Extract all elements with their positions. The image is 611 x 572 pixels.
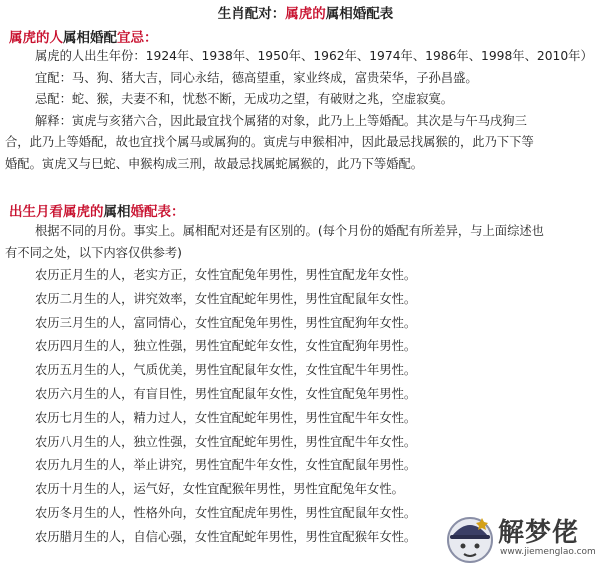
month-item: 农历六月生的人，有盲目性，男性宜配鼠年女性，女性宜配兔年男性。	[35, 386, 417, 401]
month-item: 农历四月生的人，独立性强，男性宜配蛇年女性，女性宜配狗年男性。	[35, 339, 417, 354]
month-item: 农历十月生的人，运气好，女性宜配猴年男性，男性宜配兔年女性。	[35, 482, 404, 497]
month-item: 农历腊月生的人，自信心强，女性宜配蛇年男性，男性宜配猴年女性。	[35, 529, 417, 544]
month-item: 农历九月生的人，举止讲究，男性宜配牛年女性，女性宜配鼠年男性。	[35, 458, 417, 473]
intro-paragraph	[5, 221, 609, 264]
month-item: 农历正月生的人，老实方正，女性宜配兔年男性，男性宜配龙年女性。	[35, 268, 417, 282]
watermark-url: www.jiemenglao.com	[500, 547, 596, 557]
section-heading-yiji: 属虎的人属相婚配宜忌：	[9, 30, 158, 46]
intro-line-2: 有不同之处，以下内容仅供参考)	[5, 245, 182, 260]
fortune-teller-icon	[442, 510, 498, 566]
explain-line-3: 婚配。寅虎又与巳蛇、申猴构成三刑，故最忌找属蛇属猴的，此乃下等婚配。	[5, 156, 424, 171]
month-item: 农历五月生的人，气质优美，男性宜配鼠年女性，女性宜配牛年男性。	[35, 363, 417, 378]
month-list	[35, 264, 595, 550]
explain-line-1: 解释：寅虎与亥猪六合，因此最宜找个属猪的对象，此乃上上等婚配。其次是与午马戌狗三	[35, 113, 527, 128]
month-item: 农历七月生的人，精力过人，女性宜配蛇年男性，男性宜配牛年女性。	[35, 410, 417, 425]
section-heading-month: 出生月看属虎的属相婚配表：	[9, 204, 185, 220]
page-title: 生肖配对：属虎的属相婚配表	[217, 6, 394, 22]
intro-line-1: 根据不同的月份。事实上。属相配对还是有区别的。(每个月份的婚配有所差异，与上面综述也	[35, 224, 544, 238]
month-item: 农历冬月生的人，性格外向，女性宜配虎年男性，男性宜配鼠年女性。	[35, 505, 417, 520]
watermark-brand: 解梦佬	[498, 518, 580, 548]
ji-line: 忌配：蛇、猴，夫妻不和，忧愁不断，无成功之望，有破财之兆，空虚寂寞。	[35, 92, 454, 106]
month-item: 农历三月生的人，富同情心，女性宜配兔年男性，男性宜配狗年女性。	[35, 315, 417, 330]
month-item: 农历八月生的人，独立性强，女性宜配蛇年男性，男性宜配牛年女性。	[35, 434, 417, 449]
yiji-paragraph	[5, 46, 609, 175]
watermark-logo	[442, 510, 607, 566]
title-highlight: 属虎的	[285, 6, 326, 22]
month-item: 农历二月生的人，讲究效率，女性宜配蛇年男性，男性宜配鼠年女性。	[35, 291, 417, 306]
birth-years: 属虎的人出生年份：1924年、1938年、1950年、1962年、1974年、1986年、1998年、2010年）	[35, 49, 593, 63]
explain-line-2: 合，此乃上等婚配，故也宜找个属马或属狗的。寅虎与申猴相冲，因此最忌找属猴的，此乃下下等	[5, 135, 534, 149]
yi-line: 宜配：马、狗、猪大吉，同心永结，德高望重，家业终成，富贵荣华，子孙昌盛。	[35, 70, 478, 85]
